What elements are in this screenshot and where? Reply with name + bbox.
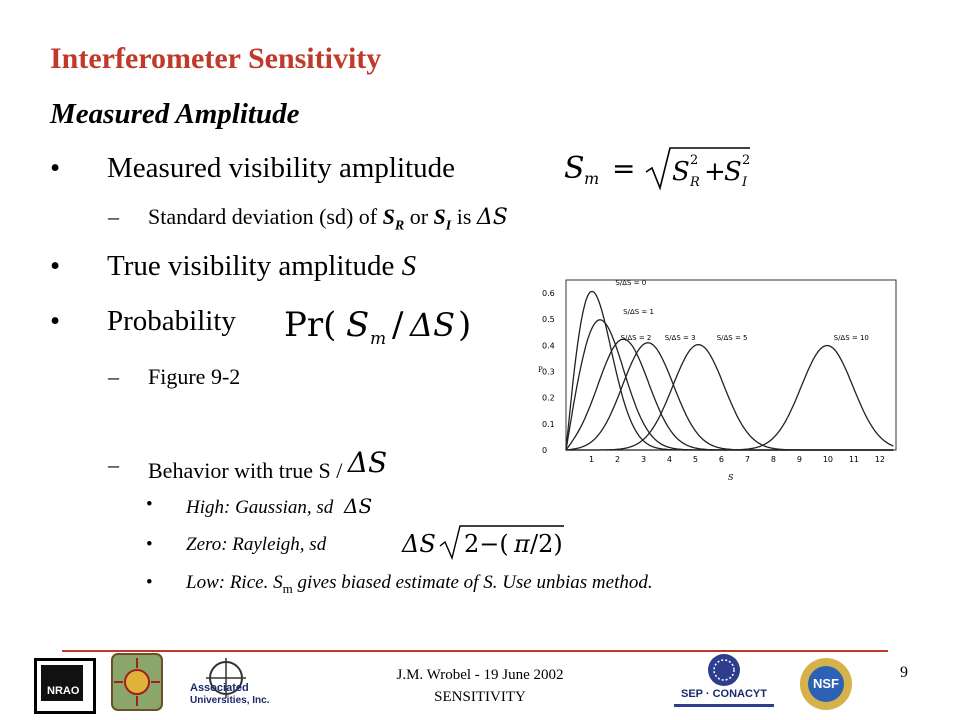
formula-rayleigh bbox=[400, 522, 570, 564]
rice-curve bbox=[566, 343, 893, 450]
rice-curve bbox=[566, 291, 893, 450]
sub-standard-deviation: – Standard deviation (sd) of $S_R$ or $S_I$ is ΔS bbox=[108, 204, 508, 234]
curve-label: S/ΔS = 5 bbox=[716, 334, 748, 343]
curve-label: S/ΔS = 0 bbox=[615, 279, 647, 288]
rice-curve bbox=[566, 345, 893, 450]
x-axis-label: S bbox=[728, 473, 734, 482]
svg-text:2: 2 bbox=[742, 153, 751, 168]
x-tick-label: 2 bbox=[614, 455, 621, 464]
svg-text:ΔS: ΔS bbox=[410, 306, 456, 344]
svg-text:Pr(: Pr( bbox=[284, 305, 337, 345]
y-tick-label: 0.3 bbox=[542, 367, 555, 377]
svg-text:I: I bbox=[742, 175, 748, 190]
page-number: 9 bbox=[900, 664, 908, 681]
x-tick-label: 10 bbox=[822, 455, 834, 464]
nsf-logo: NSF bbox=[796, 654, 856, 714]
x-tick-label: 5 bbox=[692, 455, 699, 464]
svg-text:/2): /2) bbox=[530, 530, 563, 558]
x-tick-label: 1 bbox=[588, 455, 595, 464]
svg-text:=: = bbox=[612, 152, 636, 185]
svg-text:S: S bbox=[672, 157, 690, 187]
curve-label: S/ΔS = 1 bbox=[623, 308, 654, 316]
y-tick-label: 0.2 bbox=[542, 393, 555, 403]
zia-seal-logo bbox=[108, 650, 166, 714]
svg-text:+: + bbox=[704, 157, 726, 187]
footer-author-date: J.M. Wrobel - 19 June 2002 bbox=[396, 667, 564, 683]
sub-behavior: – Behavior with true S / ΔS bbox=[108, 446, 388, 483]
figure-9-2-probability-curves bbox=[532, 262, 912, 502]
bullet-true-visibility: • True visibility amplitude S bbox=[50, 250, 417, 282]
y-tick-label: 0.5 bbox=[542, 315, 555, 325]
svg-text:S: S bbox=[564, 151, 585, 186]
curve-label: S/ΔS = 3 bbox=[664, 334, 696, 343]
x-tick-label: 8 bbox=[770, 455, 776, 464]
y-tick-label: 0.4 bbox=[542, 341, 555, 351]
svg-text:m: m bbox=[584, 169, 600, 188]
sub-figure-ref: – Figure 9-2 bbox=[108, 364, 241, 389]
curve-label: S/ΔS = 2 bbox=[620, 334, 652, 343]
svg-text:S: S bbox=[724, 157, 742, 187]
x-tick-label: 12 bbox=[874, 455, 885, 464]
sep-conacyt-logo: SEP · CONACYT bbox=[666, 652, 782, 714]
svg-text:2: 2 bbox=[690, 153, 699, 168]
svg-text:m: m bbox=[370, 329, 387, 349]
y-tick-label: 0.1 bbox=[542, 419, 555, 429]
x-tick-label: 4 bbox=[666, 455, 673, 464]
formula-probability bbox=[282, 300, 472, 350]
x-tick-label: 6 bbox=[718, 455, 724, 464]
svg-text:ΔS: ΔS bbox=[402, 530, 436, 558]
bullet-probability: • Probability bbox=[50, 305, 236, 337]
svg-text:/: / bbox=[392, 305, 404, 345]
svg-text:π: π bbox=[514, 530, 530, 558]
x-tick-label: 7 bbox=[744, 455, 750, 464]
y-tick-label: 0 bbox=[542, 446, 548, 455]
curve-label: S/ΔS = 10 bbox=[833, 334, 869, 343]
y-axis-label: P bbox=[538, 366, 543, 374]
svg-text:S: S bbox=[346, 305, 370, 345]
rice-curve bbox=[566, 346, 893, 451]
slide-subtitle: Measured Amplitude bbox=[50, 98, 300, 130]
bullet-zero-rayleigh: • Zero: Rayleigh, sd bbox=[146, 534, 327, 555]
formula-sm bbox=[560, 144, 760, 194]
bullet-high-gaussian: • High: Gaussian, sd ΔS bbox=[146, 494, 373, 518]
slide-title: Interferometer Sensitivity bbox=[50, 42, 382, 75]
nrao-logo: NRAO bbox=[34, 658, 96, 714]
y-tick-label: 0.6 bbox=[542, 289, 555, 299]
rice-curve bbox=[566, 339, 893, 450]
footer-caption bbox=[360, 664, 600, 708]
x-tick-label: 9 bbox=[796, 455, 802, 464]
svg-text:R: R bbox=[690, 175, 700, 190]
associated-universities-logo: Associated Universities, Inc. bbox=[190, 656, 290, 712]
svg-text:): ) bbox=[458, 305, 472, 345]
x-tick-label: 11 bbox=[848, 455, 860, 464]
svg-text:2−(: 2−( bbox=[464, 530, 509, 558]
x-tick-label: 3 bbox=[640, 455, 647, 464]
bullet-low-rice: • Low: Rice. $S_m$ gives biased estimate of S. Use unbias method. bbox=[146, 572, 653, 596]
bullet-measured-visibility: • Measured visibility amplitude bbox=[50, 152, 455, 184]
footer-topic: SENSITIVITY bbox=[434, 689, 526, 705]
